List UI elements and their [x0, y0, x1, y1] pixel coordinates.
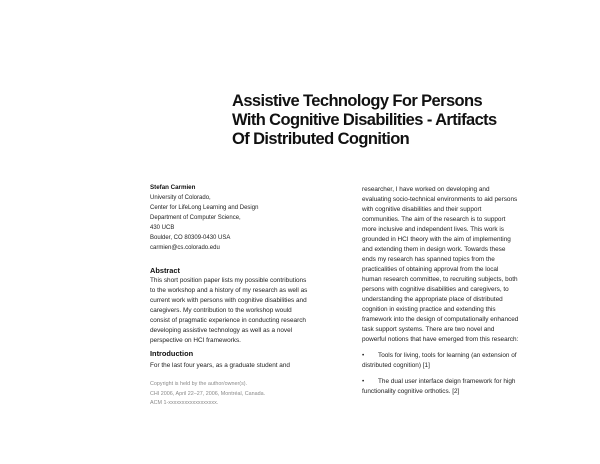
- author-block: [150, 183, 340, 253]
- paragraph-line: powerful notions that have emerged from this research:: [362, 336, 519, 343]
- abstract-line: to the workshop and a history of my research as well as: [150, 287, 308, 294]
- paragraph-line: more inclusive and independent lives. This work is: [362, 226, 504, 233]
- affiliation-line: Boulder, CO 80309-0430 USA: [150, 235, 231, 241]
- paragraph-line: practicalities of obtaining approval from the local: [362, 266, 499, 273]
- intro-continued-paragraph: [362, 185, 572, 345]
- abstract-body: [150, 276, 350, 346]
- copyright-notice: [150, 380, 350, 409]
- bullet-marker: •: [362, 378, 365, 385]
- abstract-line: consist of pragmatic experience in conducting research: [150, 317, 306, 324]
- title-line: With Cognitive Disabilities - Artifacts: [232, 111, 497, 129]
- affiliation-line: Center for LifeLong Learning and Design: [150, 205, 259, 211]
- paper-title: [232, 92, 572, 149]
- bullet-line: Tools for living, tools for learning (an extension of: [378, 352, 517, 359]
- copyright-line: CHI 2006, April 22–27, 2006, Montréal, Canada.: [150, 390, 266, 397]
- right-column: [362, 185, 572, 397]
- author-affiliation: [150, 193, 340, 253]
- author-email: carmien@cs.colorado.edu: [150, 245, 220, 251]
- bullet-marker: •: [362, 352, 365, 359]
- author-name: Stefan Carmien: [150, 184, 196, 191]
- paragraph-line: cognition in existing practice and extending this: [362, 306, 496, 313]
- paragraph-line: with cognitive disabilities and their support: [362, 206, 482, 213]
- abstract-line: developing assistive technology as well as a novel: [150, 327, 293, 334]
- affiliation-line: 430 UCB: [150, 225, 175, 231]
- introduction-heading: Introduction: [150, 349, 194, 358]
- bullet-line: The dual user interface deign framework for high: [378, 378, 516, 385]
- affiliation-line: University of Colorado,: [150, 195, 211, 201]
- title-line: Of Distributed Cognition: [232, 130, 410, 148]
- abstract-line: This short position paper lists my possible contributions: [150, 277, 307, 284]
- paragraph-line: framework into the design of computationally enhanced: [362, 316, 519, 323]
- title-line: Assistive Technology For Persons: [232, 92, 483, 110]
- copyright-line: Copyright is held by the author/owner(s).: [150, 381, 248, 387]
- paragraph-line: ends my research has spanned topics from the: [362, 256, 495, 263]
- paragraph-line: evaluating socio-technical environments to aid persons: [362, 196, 518, 203]
- paragraph-line: and extending them in design work. Towards these: [362, 246, 506, 253]
- bullet-item: [362, 377, 572, 397]
- introduction-body: [150, 361, 350, 371]
- paragraph-line: grounded in HCI theory with the aim of implementing: [362, 236, 511, 243]
- abstract-line: caregivers. My contribution to the workshop would: [150, 307, 292, 314]
- bullet-line: functionality cognitive orthotics. [2]: [362, 388, 460, 395]
- bullet-line: distributed cognition) [1]: [362, 362, 430, 369]
- paragraph-line: persons with cognitive disabilities and caregivers, to: [362, 286, 509, 293]
- abstract-line: current work with persons with cognitive disabilities and: [150, 297, 307, 304]
- abstract-line: perspective on HCI frameworks.: [150, 337, 241, 344]
- paragraph-line: understanding the appropriate place of distributed: [362, 296, 503, 303]
- copyright-line: ACM 1-xxxxxxxxxxxxxxxxxx.: [150, 400, 219, 407]
- paragraph-line: human research committee, to recruiting subjects, both: [362, 276, 518, 283]
- abstract-heading: Abstract: [150, 266, 180, 275]
- affiliation-line: Department of Computer Science,: [150, 215, 241, 221]
- introduction-line: For the last four years, as a graduate student and: [150, 362, 290, 369]
- paragraph-line: communities. The aim of the research is to support: [362, 216, 506, 223]
- bullet-item: [362, 351, 572, 371]
- paragraph-line: task support systems. There are two novel and: [362, 326, 495, 333]
- paragraph-line: researcher, I have worked on developing and: [362, 186, 490, 193]
